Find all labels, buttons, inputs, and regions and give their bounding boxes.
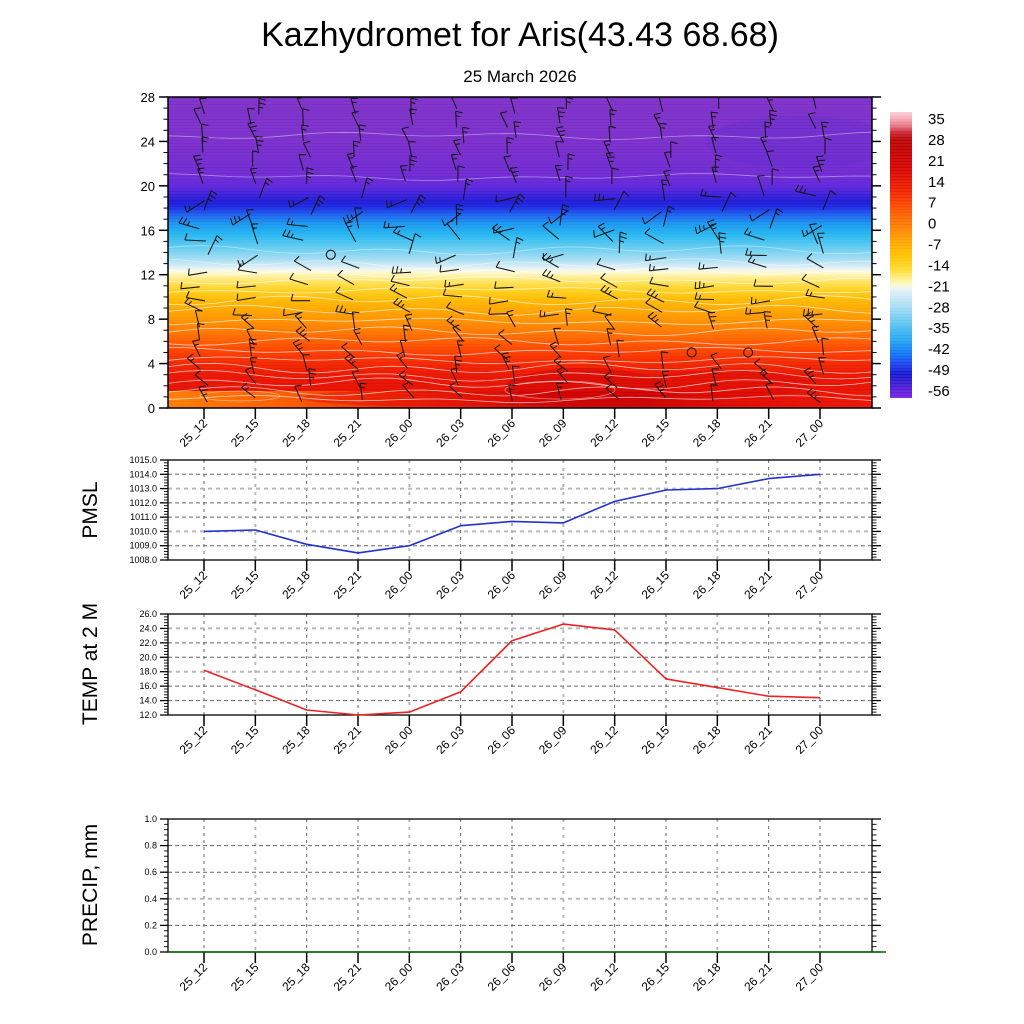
svg-text:25_18: 25_18 (279, 960, 313, 994)
colorbar (890, 111, 950, 400)
svg-text:25_18: 25_18 (279, 568, 313, 602)
svg-text:1015.0: 1015.0 (129, 455, 157, 465)
svg-text:25_15: 25_15 (227, 568, 262, 602)
svg-text:26_09: 26_09 (535, 723, 570, 757)
svg-text:24.0: 24.0 (139, 623, 157, 634)
pmsl-axis-title: PMSL (79, 481, 102, 539)
svg-text:26_15: 26_15 (638, 416, 673, 450)
svg-text:26_03: 26_03 (433, 723, 467, 757)
svg-text:26_06: 26_06 (484, 568, 519, 602)
precip-x-axis-labels (177, 960, 827, 994)
contour-panel (141, 90, 895, 450)
svg-text:-49: -49 (928, 362, 950, 380)
svg-text:12: 12 (140, 267, 155, 283)
svg-text:27_00: 27_00 (792, 723, 827, 757)
temp-2m-chart (139, 609, 881, 757)
svg-text:21: 21 (928, 152, 945, 170)
svg-text:16: 16 (140, 223, 155, 239)
svg-text:-35: -35 (928, 320, 950, 338)
svg-text:26_18: 26_18 (689, 416, 724, 450)
svg-text:26_03: 26_03 (433, 568, 467, 602)
svg-text:26_12: 26_12 (587, 568, 621, 602)
svg-text:25_18: 25_18 (279, 416, 313, 450)
svg-text:26_00: 26_00 (381, 723, 416, 757)
svg-text:27_00: 27_00 (792, 960, 827, 994)
svg-text:26_21: 26_21 (741, 416, 775, 450)
svg-text:18.0: 18.0 (139, 666, 157, 677)
svg-text:4: 4 (147, 356, 155, 372)
svg-text:1014.0: 1014.0 (129, 469, 157, 480)
svg-text:28: 28 (928, 131, 945, 149)
precip-axis-title: PRECIP, mm (79, 823, 102, 947)
svg-text:14.0: 14.0 (139, 695, 157, 706)
svg-text:0.0: 0.0 (144, 947, 157, 957)
svg-text:24: 24 (140, 134, 155, 150)
svg-text:0: 0 (147, 401, 155, 416)
svg-text:-42: -42 (928, 341, 950, 359)
svg-text:25_15: 25_15 (227, 416, 262, 450)
svg-text:35: 35 (928, 111, 945, 128)
temp-axis-title: TEMP at 2 M (79, 602, 102, 726)
svg-text:26_09: 26_09 (535, 960, 570, 994)
svg-text:7: 7 (928, 194, 937, 212)
svg-text:22.0: 22.0 (139, 637, 157, 648)
svg-text:0.4: 0.4 (144, 893, 157, 904)
svg-text:1011.0: 1011.0 (130, 512, 157, 523)
svg-text:26.0: 26.0 (139, 609, 157, 619)
svg-text:1008.0: 1008.0 (129, 555, 157, 565)
svg-text:25_21: 25_21 (330, 723, 365, 757)
svg-text:26_18: 26_18 (689, 960, 724, 994)
svg-text:28: 28 (140, 90, 155, 105)
date-subtitle: 25 March 2026 (463, 67, 577, 86)
svg-text:12.0: 12.0 (139, 710, 157, 720)
svg-text:26_12: 26_12 (587, 723, 621, 757)
svg-text:1012.0: 1012.0 (129, 497, 157, 508)
svg-text:0.8: 0.8 (144, 840, 157, 851)
svg-text:25_15: 25_15 (227, 960, 262, 994)
svg-text:26_09: 26_09 (535, 416, 570, 450)
svg-text:0.6: 0.6 (144, 867, 157, 878)
svg-text:26_06: 26_06 (484, 960, 519, 994)
svg-text:27_00: 27_00 (792, 416, 827, 450)
svg-text:26_09: 26_09 (535, 568, 570, 602)
svg-text:26_06: 26_06 (484, 416, 519, 450)
svg-text:26_03: 26_03 (433, 960, 467, 994)
svg-text:25_12: 25_12 (176, 960, 211, 994)
page-title: Kazhydromet for Aris(43.43 68.68) (261, 16, 779, 54)
svg-text:26_00: 26_00 (381, 568, 416, 602)
svg-text:25_21: 25_21 (330, 960, 365, 994)
svg-text:26_15: 26_15 (638, 568, 673, 602)
svg-text:-7: -7 (928, 236, 942, 254)
svg-text:25_21: 25_21 (330, 568, 365, 602)
pmsl-line (204, 474, 820, 553)
svg-text:26_18: 26_18 (689, 723, 724, 757)
svg-text:-28: -28 (928, 299, 950, 317)
svg-text:26_12: 26_12 (587, 960, 621, 994)
svg-text:25_12: 25_12 (176, 723, 211, 757)
contour-x-axis-labels (177, 416, 827, 450)
svg-text:26_15: 26_15 (638, 960, 673, 994)
svg-text:1.0: 1.0 (144, 814, 157, 824)
svg-text:25_21: 25_21 (330, 416, 365, 450)
svg-text:26_21: 26_21 (741, 723, 775, 757)
svg-text:25_12: 25_12 (176, 416, 211, 450)
svg-text:26_18: 26_18 (689, 568, 724, 602)
svg-text:14: 14 (928, 173, 945, 191)
pmsl-x-axis-labels (177, 568, 827, 602)
svg-text:-56: -56 (928, 382, 950, 400)
svg-text:-14: -14 (928, 257, 950, 275)
svg-text:0: 0 (928, 215, 937, 233)
svg-text:1009.0: 1009.0 (129, 540, 157, 551)
svg-text:0.2: 0.2 (144, 920, 157, 931)
svg-text:26_12: 26_12 (587, 416, 621, 450)
svg-text:26_00: 26_00 (381, 416, 416, 450)
temp-2m-x-axis-labels (177, 723, 827, 757)
svg-text:26_21: 26_21 (741, 568, 775, 602)
svg-text:25_15: 25_15 (227, 723, 262, 757)
svg-text:-21: -21 (928, 278, 950, 296)
svg-text:8: 8 (147, 312, 155, 328)
svg-text:27_00: 27_00 (792, 568, 827, 602)
precip-chart (144, 814, 886, 994)
svg-text:20: 20 (140, 178, 155, 194)
svg-text:26_15: 26_15 (638, 723, 673, 757)
svg-text:26_21: 26_21 (741, 960, 775, 994)
svg-text:16.0: 16.0 (139, 681, 157, 692)
svg-text:26_03: 26_03 (433, 416, 467, 450)
pmsl-chart (129, 455, 881, 602)
svg-text:1010.0: 1010.0 (129, 526, 157, 537)
svg-text:25_18: 25_18 (279, 723, 313, 757)
svg-text:20.0: 20.0 (139, 652, 157, 663)
svg-text:26_06: 26_06 (484, 723, 519, 757)
svg-text:26_00: 26_00 (381, 960, 416, 994)
svg-text:1013.0: 1013.0 (129, 483, 157, 494)
svg-text:25_12: 25_12 (176, 568, 211, 602)
